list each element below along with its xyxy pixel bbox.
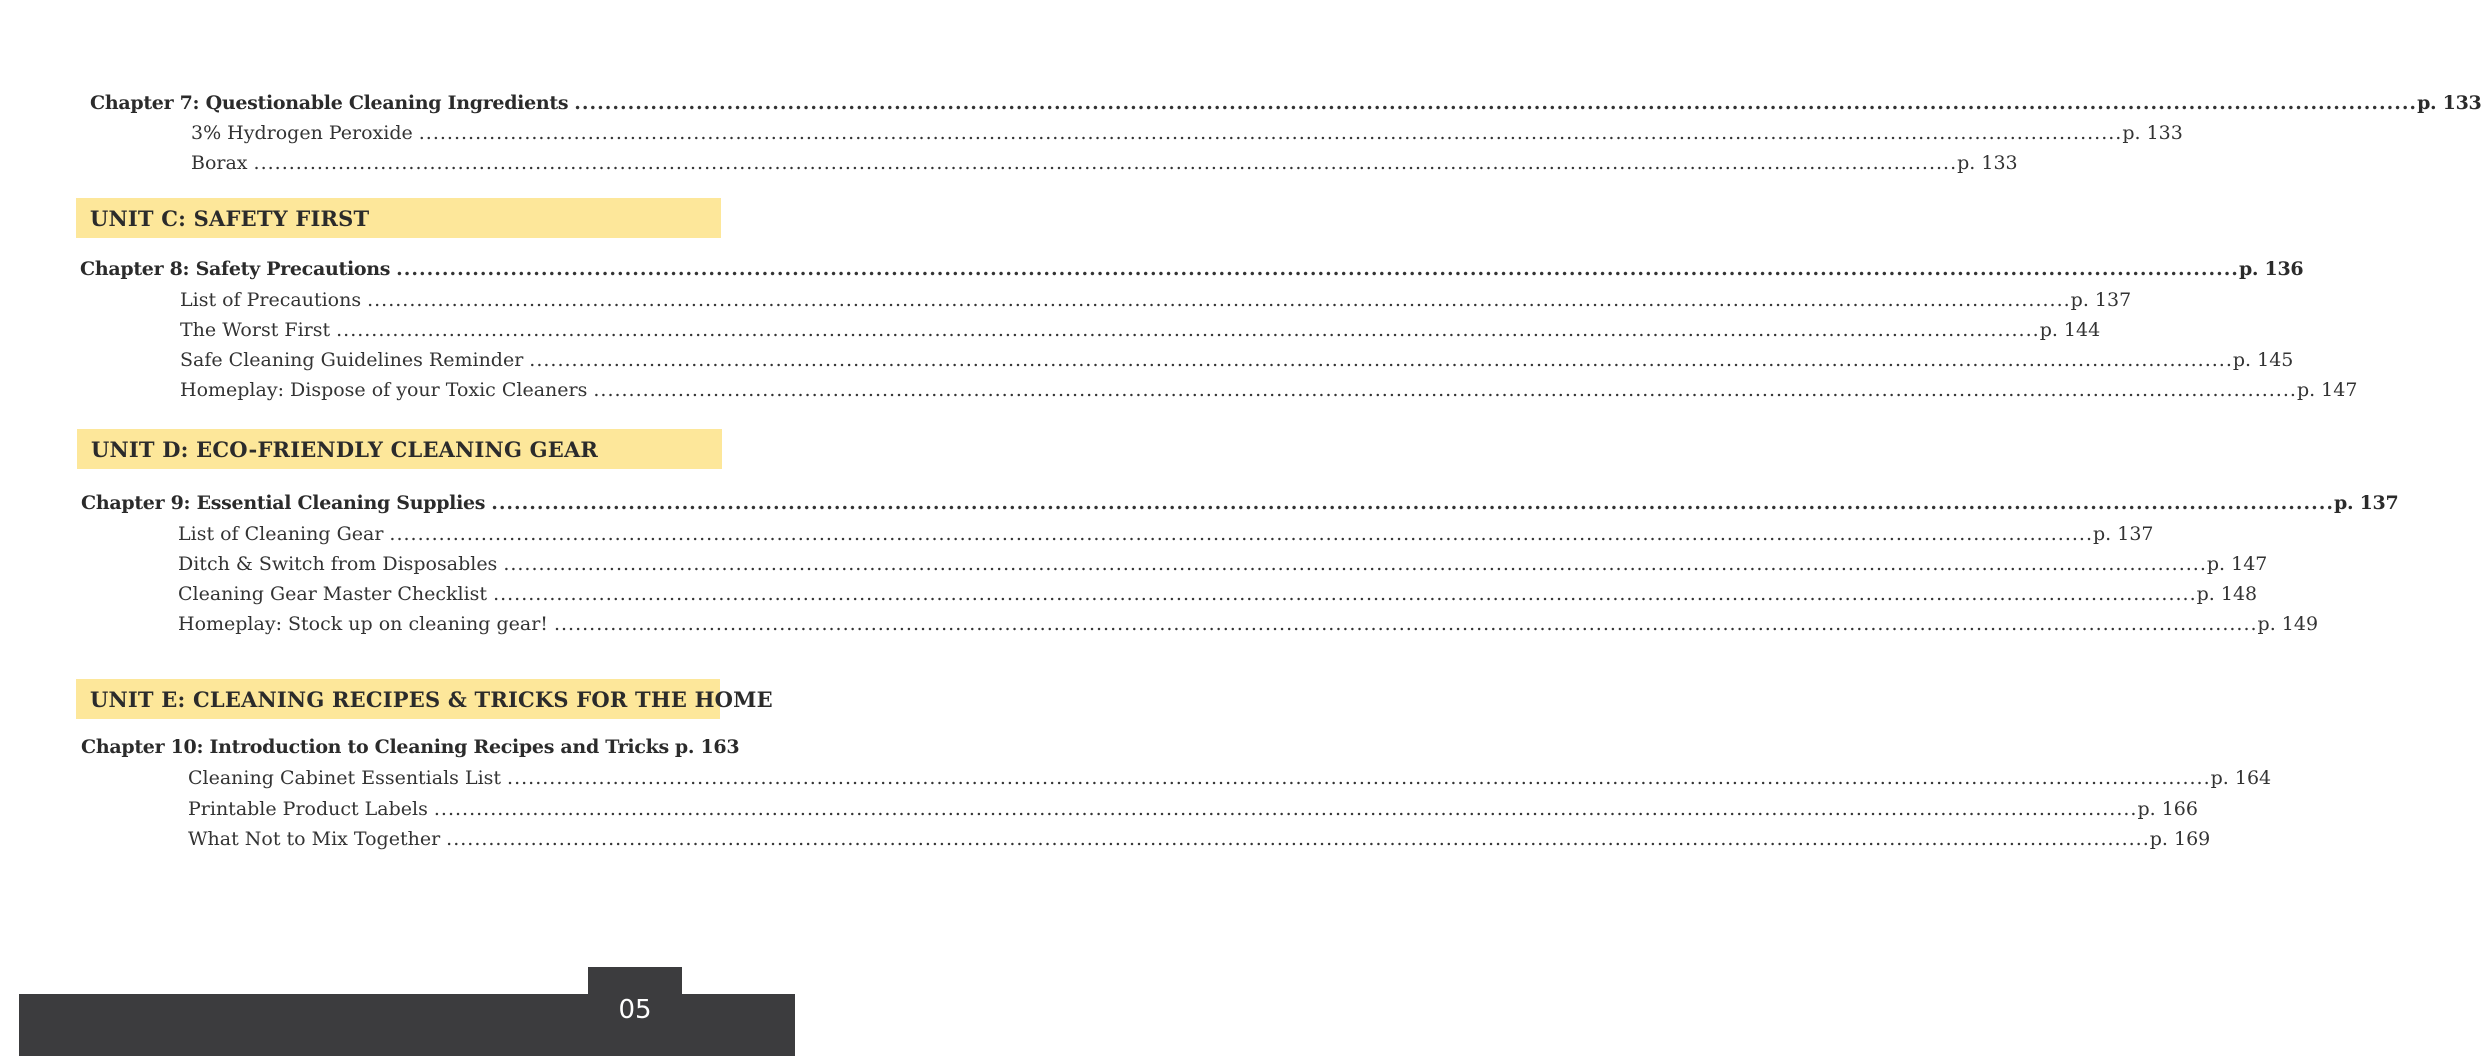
dot-leader (507, 764, 2211, 792)
dot-leader (419, 119, 2123, 147)
toc-chapter-title: Chapter 10: Introduction to Cleaning Recipes and Tricks (81, 736, 669, 758)
unit-heading-band (76, 198, 721, 238)
toc-page-number: p. 133 (2417, 92, 2481, 114)
unit-heading-band (76, 679, 773, 719)
toc-chapter-title: Chapter 7: Questionable Cleaning Ingredients (90, 92, 569, 114)
dot-leader (529, 346, 2233, 374)
toc-entry (191, 149, 2018, 177)
toc-entry-title: The Worst First (180, 319, 331, 341)
toc-page-number: p. 164 (2210, 767, 2272, 789)
dot-leader (396, 255, 2239, 283)
dot-leader (503, 550, 2207, 578)
dot-leader (446, 825, 2150, 853)
toc-entry (178, 550, 2268, 578)
toc-chapter-title: Chapter 8: Safety Precautions (80, 258, 391, 280)
toc-entry-title: Cleaning Gear Master Checklist (178, 583, 488, 605)
toc-entry-title: List of Cleaning Gear (178, 523, 384, 545)
toc-page-number: p. 166 (2137, 798, 2198, 820)
toc-chapter-8 (80, 255, 2304, 283)
page-number: 05 (618, 995, 652, 1025)
toc-entry-title: Ditch & Switch from Disposables (178, 553, 498, 575)
toc-entry (191, 119, 2183, 147)
toc-page-number: p. 137 (2092, 523, 2154, 545)
toc-entry (188, 825, 2211, 853)
dot-leader (367, 286, 2071, 314)
toc-page-number: p. 144 (2039, 319, 2101, 341)
toc-page-number: p. 149 (2257, 613, 2319, 635)
toc-entry (188, 764, 2272, 792)
dot-leader (336, 316, 2040, 344)
toc-entry (188, 795, 2198, 823)
toc-page-number: p. 136 (2238, 258, 2304, 280)
unit-title: UNIT E: CLEANING RECIPES & TRICKS FOR THE HOME (90, 687, 773, 712)
toc-entry-title: List of Precautions (180, 289, 362, 311)
dot-leader (593, 376, 2297, 404)
dot-leader (493, 580, 2197, 608)
toc-page-number: p. 137 (2333, 492, 2399, 514)
toc-page-number: p. 163 (674, 736, 740, 758)
toc-page-number: p. 133 (1957, 152, 2018, 174)
dot-leader (574, 89, 2417, 117)
toc-chapter-9 (81, 489, 2399, 517)
toc-entry (180, 346, 2294, 374)
unit-title: UNIT C: SAFETY FIRST (90, 206, 370, 231)
toc-entry (178, 520, 2154, 548)
toc-chapter-7 (90, 89, 2481, 117)
toc-entry-title: Printable Product Labels (188, 798, 428, 820)
toc-page-number: p. 145 (2232, 349, 2294, 371)
toc-chapter-title: Chapter 9: Essential Cleaning Supplies (81, 492, 486, 514)
toc-entry (180, 376, 2358, 404)
dot-leader (491, 489, 2334, 517)
toc-entry-title: What Not to Mix Together (188, 828, 441, 850)
toc-entry-title: Borax (191, 152, 248, 174)
toc-entry (178, 580, 2258, 608)
dot-leader (254, 149, 1958, 177)
toc-entry-title: Safe Cleaning Guidelines Reminder (180, 349, 524, 371)
page-number-tab (588, 967, 682, 1056)
toc-entry (180, 316, 2101, 344)
unit-heading-band (77, 429, 722, 469)
toc-entry (180, 286, 2132, 314)
toc-entry-title: Homeplay: Stock up on cleaning gear! (178, 613, 548, 635)
toc-entry (178, 610, 2319, 638)
toc-entry-title: 3% Hydrogen Peroxide (191, 122, 413, 144)
dot-leader (434, 795, 2138, 823)
toc-entry-title: Homeplay: Dispose of your Toxic Cleaners (180, 379, 588, 401)
toc-entry-title: Cleaning Cabinet Essentials List (188, 767, 502, 789)
toc-page-number: p. 147 (2206, 553, 2268, 575)
toc-page-number: p. 137 (2070, 289, 2132, 311)
unit-title: UNIT D: ECO-FRIENDLY CLEANING GEAR (91, 437, 599, 462)
toc-page-number: p. 133 (2122, 122, 2183, 144)
dot-leader (389, 520, 2093, 548)
toc-chapter-10 (81, 733, 740, 761)
toc-page-number: p. 148 (2196, 583, 2258, 605)
dot-leader (554, 610, 2258, 638)
toc-page-number: p. 147 (2296, 379, 2358, 401)
toc-page-number: p. 169 (2149, 828, 2211, 850)
